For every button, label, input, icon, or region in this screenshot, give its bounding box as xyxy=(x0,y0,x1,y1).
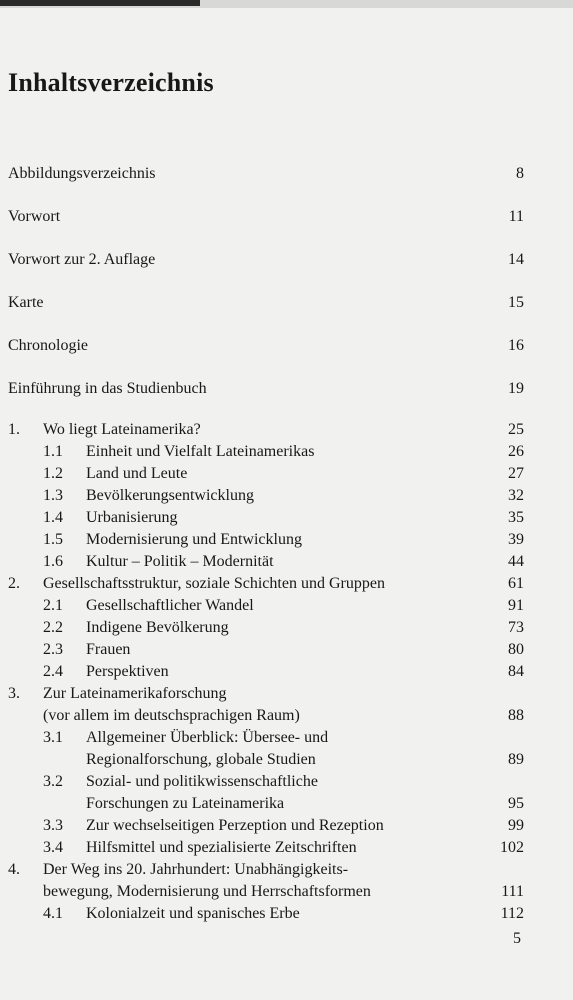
toc-entry-label: Frauen xyxy=(86,641,131,658)
toc-entry[interactable] xyxy=(0,249,573,271)
toc-entry-label: bewegung, Modernisierung und Herrschaftsformen xyxy=(43,883,371,900)
toc-entry-number: 1.4 xyxy=(43,509,63,526)
toc-entry-page: 111 xyxy=(501,883,524,900)
toc-entry-label: Wo liegt Lateinamerika? xyxy=(43,421,201,438)
toc-section-continuation[interactable] xyxy=(0,793,573,815)
toc-entry[interactable] xyxy=(0,206,573,228)
toc-chapter[interactable] xyxy=(0,419,573,441)
page-number: 5 xyxy=(513,930,521,947)
toc-entry-label: Karte xyxy=(8,294,44,311)
toc-entry-label: (vor allem im deutschsprachigen Raum) xyxy=(43,707,300,724)
toc-section[interactable] xyxy=(0,441,573,463)
toc-section[interactable] xyxy=(0,463,573,485)
toc-entry-number: 1.1 xyxy=(43,443,63,460)
toc-entry-label: Land und Leute xyxy=(86,465,188,482)
toc-chapter-continuation[interactable] xyxy=(0,881,573,903)
toc-entry-page: 80 xyxy=(508,641,524,658)
toc-entry-label: Vorwort xyxy=(8,208,61,225)
toc-section[interactable] xyxy=(0,639,573,661)
toc-entry-label: Forschungen zu Lateinamerika xyxy=(86,795,285,812)
toc-entry-page: 73 xyxy=(508,619,524,636)
toc-chapter-continuation[interactable] xyxy=(0,705,573,727)
toc-entry-label: Perspektiven xyxy=(86,663,169,680)
toc-entry-label: Einführung in das Studienbuch xyxy=(8,380,207,397)
toc-entry-label: Indigene Bevölkerung xyxy=(86,619,229,636)
toc-section[interactable] xyxy=(0,485,573,507)
toc-entry-page: 27 xyxy=(508,465,524,482)
toc-entry-label: Hilfsmittel und spezialisierte Zeitschriften xyxy=(86,839,357,856)
toc-entry-label: Vorwort zur 2. Auflage xyxy=(8,251,156,268)
page-title: Inhaltsverzeichnis xyxy=(8,68,214,97)
toc-entry-page: 44 xyxy=(508,553,524,570)
toc-section[interactable] xyxy=(0,727,573,749)
toc-entry-label: Modernisierung und Entwicklung xyxy=(86,531,302,548)
toc-entry-page: 32 xyxy=(508,487,524,504)
toc-entry-label: Sozial- und politikwissenschaftliche xyxy=(86,773,318,790)
toc-entry-number: 3.2 xyxy=(43,773,63,790)
toc-entry-page: 35 xyxy=(508,509,524,526)
toc-entry-number: 2.4 xyxy=(43,663,63,680)
toc-entry-label: Der Weg ins 20. Jahrhundert: Unabhängigkeits- xyxy=(43,861,349,878)
toc-section[interactable] xyxy=(0,617,573,639)
toc-entry[interactable] xyxy=(0,292,573,314)
toc-entry-page: 39 xyxy=(508,531,524,548)
toc-entry-label: Zur Lateinamerikaforschung xyxy=(43,685,227,702)
toc-entry-page: 8 xyxy=(516,165,524,182)
toc-entry-number: 3.1 xyxy=(43,729,63,746)
toc-section[interactable] xyxy=(0,507,573,529)
toc-entry-page: 112 xyxy=(500,905,524,922)
toc-entry-page: 61 xyxy=(508,575,524,592)
toc-entry-page: 15 xyxy=(508,294,524,311)
toc-entry-label: Regionalforschung, globale Studien xyxy=(86,751,316,768)
toc-entry-page: 89 xyxy=(508,751,524,768)
toc-chapter[interactable] xyxy=(0,573,573,595)
toc-entry-number: 1.3 xyxy=(43,487,63,504)
toc-entry-number: 3.4 xyxy=(43,839,63,856)
toc-entry-number: 4.1 xyxy=(43,905,63,922)
toc-entry-label: Zur wechselseitigen Perzeption und Rezeption xyxy=(86,817,384,834)
toc-entry-page: 84 xyxy=(508,663,524,680)
toc-entry[interactable] xyxy=(0,378,573,400)
toc-section[interactable] xyxy=(0,529,573,551)
toc-entry-page: 102 xyxy=(500,839,524,856)
toc-entry-label: Gesellschaftsstruktur, soziale Schichten und Gruppen xyxy=(43,575,385,592)
toc-entry-label: Urbanisierung xyxy=(86,509,178,526)
toc-entry-label: Kolonialzeit und spanisches Erbe xyxy=(86,905,300,922)
toc-entry-label: Chronologie xyxy=(8,337,88,354)
toc-chapter[interactable] xyxy=(0,859,573,881)
toc-entry-page: 88 xyxy=(508,707,524,724)
toc-entry-number: 1.2 xyxy=(43,465,63,482)
toc-section[interactable] xyxy=(0,837,573,859)
toc-entry-page: 26 xyxy=(508,443,524,460)
toc-entry-number: 1.5 xyxy=(43,531,63,548)
toc-entry-label: Abbildungsverzeichnis xyxy=(8,165,156,182)
toc-entry-page: 99 xyxy=(508,817,524,834)
toc-section-continuation[interactable] xyxy=(0,749,573,771)
toc-entry-number: 1. xyxy=(8,421,20,438)
toc-chapter[interactable] xyxy=(0,683,573,705)
toc-entry-page: 95 xyxy=(508,795,524,812)
toc-section[interactable] xyxy=(0,551,573,573)
toc-entry-number: 3.3 xyxy=(43,817,63,834)
toc-section[interactable] xyxy=(0,595,573,617)
toc-entry-page: 19 xyxy=(508,380,524,397)
toc-entry-number: 2.3 xyxy=(43,641,63,658)
toc-section[interactable] xyxy=(0,815,573,837)
toc-section[interactable] xyxy=(0,903,573,925)
toc-section[interactable] xyxy=(0,771,573,793)
toc-entry[interactable] xyxy=(0,163,573,185)
toc-entry-number: 2. xyxy=(8,575,20,592)
toc-entry[interactable] xyxy=(0,335,573,357)
toc-entry-label: Gesellschaftlicher Wandel xyxy=(86,597,254,614)
toc-entry-page: 14 xyxy=(508,251,524,268)
toc-entry-label: Bevölkerungsentwicklung xyxy=(86,487,254,504)
toc-entry-page: 16 xyxy=(508,337,524,354)
toc-entry-page: 11 xyxy=(508,208,524,225)
toc-entry-page: 25 xyxy=(508,421,524,438)
toc-section[interactable] xyxy=(0,661,573,683)
toc-entry-number: 2.1 xyxy=(43,597,63,614)
binding-shadow xyxy=(0,0,200,6)
toc-entry-number: 1.6 xyxy=(43,553,63,570)
toc-entry-number: 3. xyxy=(8,685,20,702)
toc-entry-label: Kultur – Politik – Modernität xyxy=(86,553,274,570)
toc-entry-page: 91 xyxy=(508,597,524,614)
toc-entry-number: 2.2 xyxy=(43,619,63,636)
toc-entry-label: Einheit und Vielfalt Lateinamerikas xyxy=(86,443,315,460)
toc-entry-number: 4. xyxy=(8,861,20,878)
toc-entry-label: Allgemeiner Überblick: Übersee- und xyxy=(86,729,329,746)
